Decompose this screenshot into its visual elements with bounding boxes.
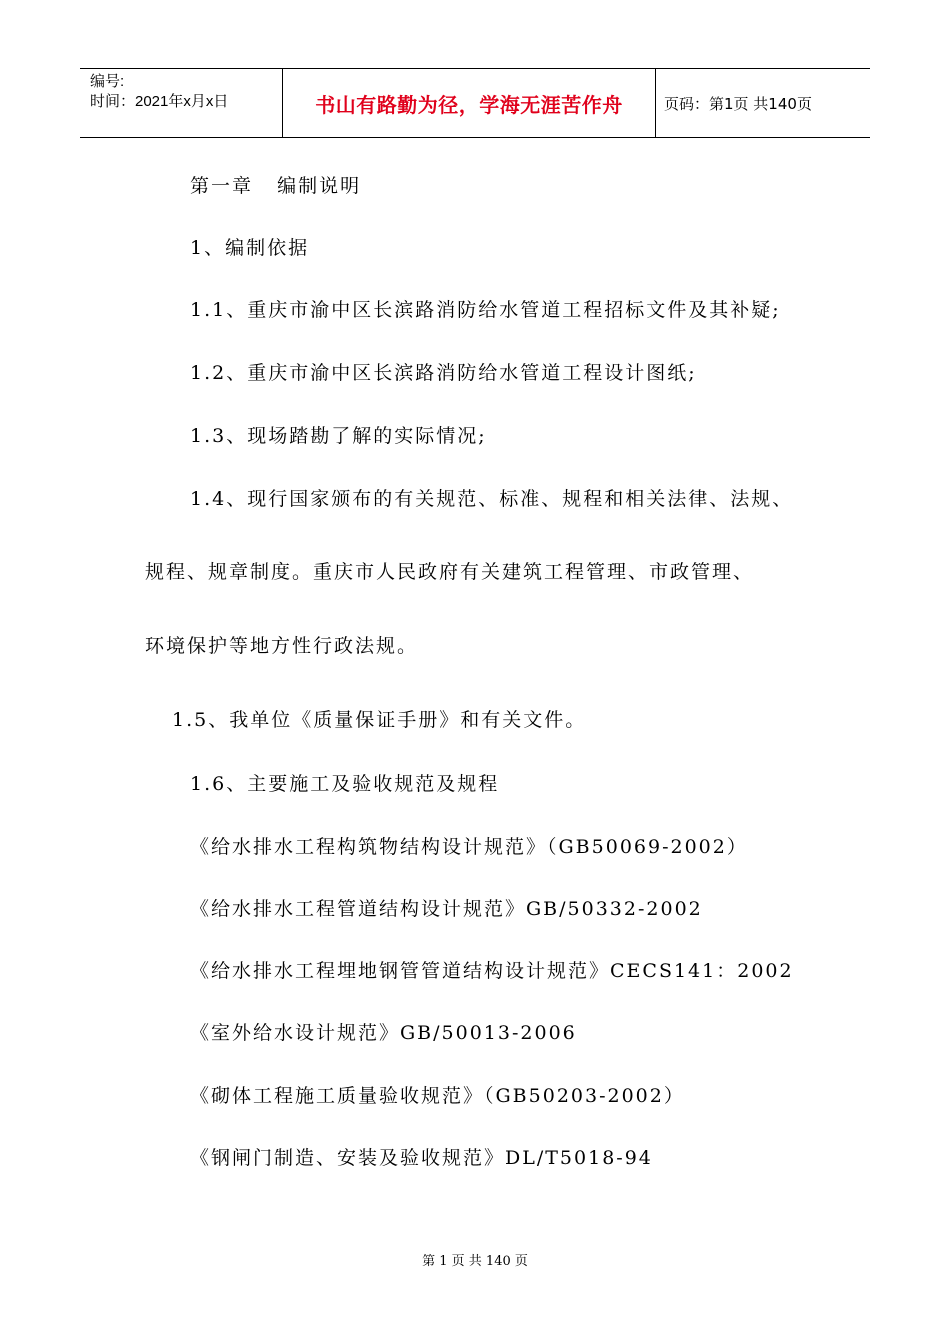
standard-item: 《砌体工程施工质量验收规范》（GB50203-2002） (190, 1085, 685, 1107)
section-heading: 1、编制依据 (190, 237, 310, 259)
paragraph-line: 环境保护等地方性行政法规。 (145, 635, 419, 657)
paragraph-line: 1.4、现行国家颁布的有关规范、标准、规程和相关法律、法规、 (190, 488, 794, 510)
page-footer: 第 1 页 共 140 页 (422, 1254, 528, 1269)
paragraph-line: 规程、规章制度。重庆市人民政府有关建筑工程管理、市政管理、 (145, 561, 755, 583)
standard-item: 《室外给水设计规范》GB/50013-2006 (190, 1022, 577, 1044)
header-page-info: 页码：第1页 共140页 (664, 94, 812, 113)
paragraph-line: 1.1、重庆市渝中区长滨路消防给水管道工程招标文件及其补疑; (190, 299, 781, 321)
standard-item: 《给水排水工程埋地钢管管道结构设计规范》CECS141：2002 (190, 960, 794, 982)
chapter-title: 第一章 编制说明 (190, 175, 362, 197)
header-meta (80, 69, 283, 137)
header-motto: 书山有路勤为径，学海无涯苦作舟 (283, 69, 656, 137)
standard-item: 《钢闸门制造、安装及验收规范》DL/T5018-94 (190, 1147, 653, 1169)
paragraph-line: 1.2、重庆市渝中区长滨路消防给水管道工程设计图纸; (190, 362, 697, 384)
paragraph-line: 1.3、现场踏勘了解的实际情况; (190, 425, 487, 447)
page-header (80, 68, 870, 138)
paragraph-line: 1.5、我单位《质量保证手册》和有关文件。 (172, 709, 587, 731)
paragraph-line: 1.6、主要施工及验收规范及规程 (190, 773, 500, 795)
document-number-label: 编号: (90, 73, 125, 90)
standard-item: 《给水排水工程构筑物结构设计规范》（GB50069-2002） (190, 836, 748, 858)
standard-item: 《给水排水工程管道结构设计规范》GB/50332-2002 (190, 898, 703, 920)
document-date: 时间：2021年x月x日 (90, 93, 229, 110)
